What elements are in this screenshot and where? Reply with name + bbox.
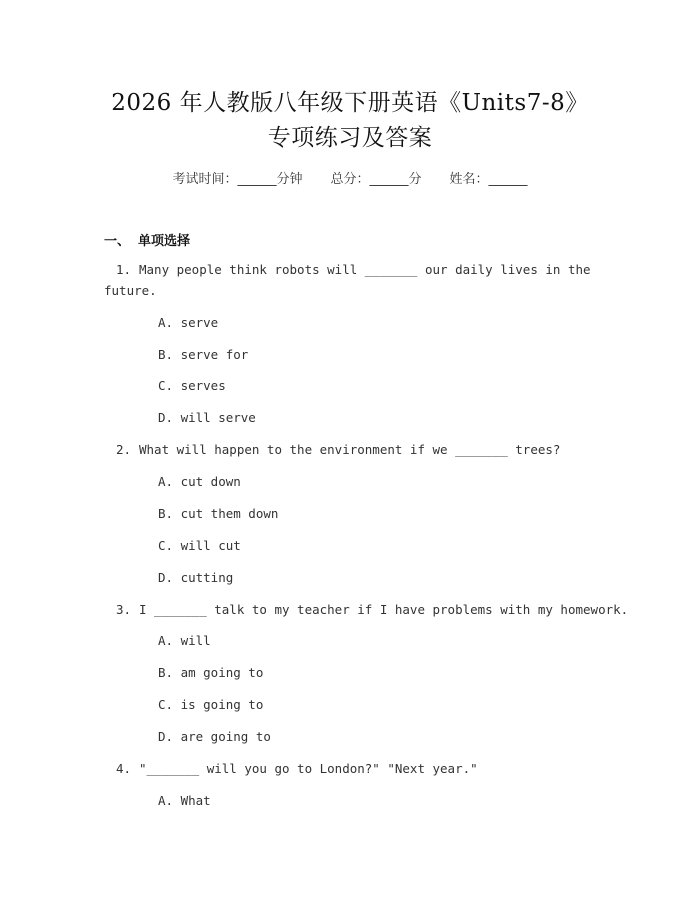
question-number: 4.: [115, 761, 131, 776]
question-text: I _______ talk to my teacher if I have problems with my homework.: [139, 602, 629, 617]
question-number: 2.: [115, 442, 131, 457]
question-2: [104, 441, 560, 459]
question-2-option-c: C. will cut: [158, 538, 241, 553]
section-number: 一、: [104, 234, 131, 249]
section-title: 单项选择: [138, 234, 191, 249]
question-text: Many people think robots will _______ our daily lives in the: [139, 262, 591, 277]
exam-info: [0, 168, 700, 187]
question-3-option-d: D. are going to: [158, 729, 271, 744]
student-name-label: 姓名：______: [449, 172, 528, 187]
question-2-option-b: B. cut them down: [158, 506, 279, 521]
exam-time-label: 考试时间：______分钟: [172, 172, 303, 187]
question-3-option-b: B. am going to: [158, 665, 264, 680]
question-number: 1.: [115, 262, 131, 277]
question-text: What will happen to the environment if we _______ trees?: [139, 442, 561, 457]
question-1-continuation: future.: [104, 283, 157, 298]
question-number: 3.: [115, 602, 131, 617]
question-3-option-c: C. is going to: [158, 697, 264, 712]
question-3-option-a: A. will: [158, 633, 211, 648]
question-2-option-d: D. cutting: [158, 570, 234, 585]
section-heading: [104, 230, 190, 249]
document-title-line1: 2026 年人教版八年级下册英语《Units7-8》: [111, 90, 589, 116]
question-1-option-d: D. will serve: [158, 410, 256, 425]
question-3: [104, 601, 628, 619]
question-1-option-b: B. serve for: [158, 347, 249, 362]
question-1-option-c: C. serves: [158, 378, 226, 393]
question-4-option-a: A. What: [158, 793, 211, 808]
question-2-option-a: A. cut down: [158, 474, 241, 489]
question-text: "_______ will you go to London?" "Next year.": [139, 761, 478, 776]
question-1-option-a: A. serve: [158, 315, 219, 330]
total-score-label: 总分：______分: [330, 172, 422, 187]
document-title-line2: 专项练习及答案: [267, 125, 433, 151]
question-1: [104, 261, 591, 279]
question-4: [104, 760, 478, 778]
